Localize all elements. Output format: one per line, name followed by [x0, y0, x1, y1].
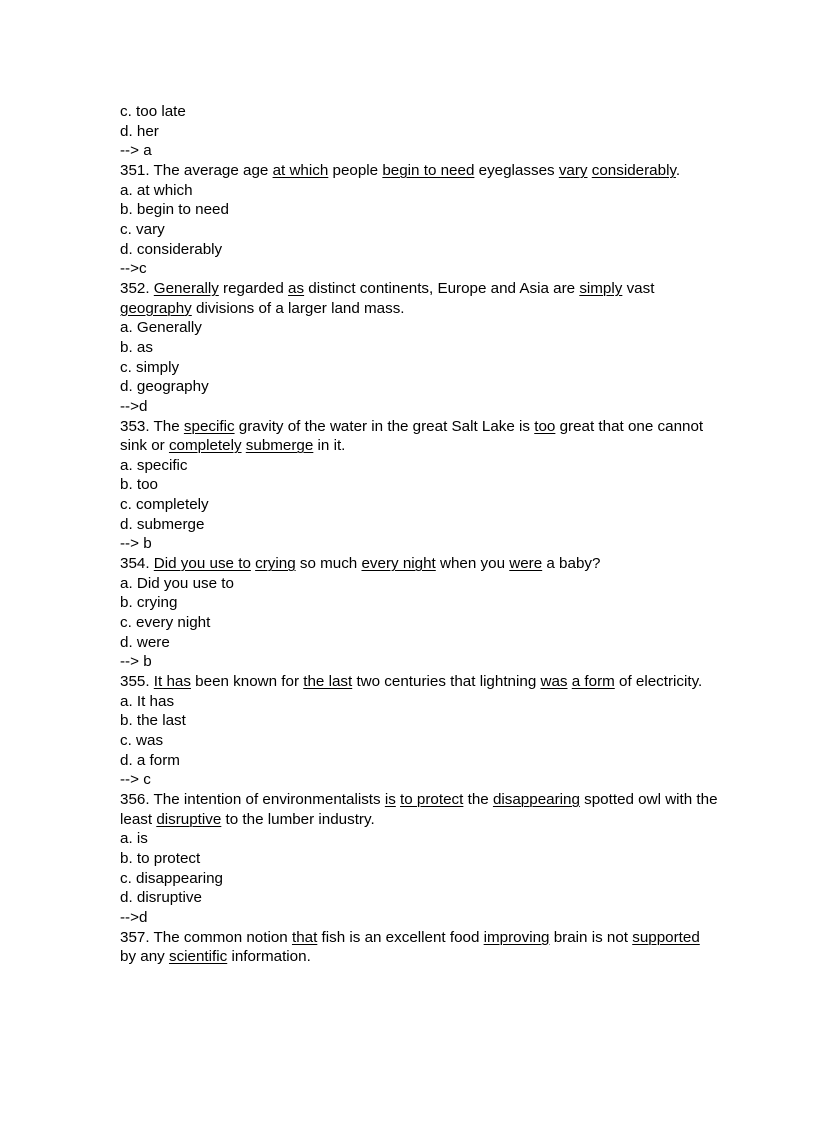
stem-text: been known for — [190, 673, 304, 691]
answer-line: --> b — [120, 653, 152, 671]
stem-text: people — [328, 161, 383, 179]
underlined-phrase: begin to need — [382, 161, 475, 179]
answer-line: --> a — [120, 142, 152, 160]
option-line: a. Generally — [120, 319, 202, 337]
answer-line: -->d — [120, 397, 148, 415]
option-line: a. specific — [120, 456, 188, 474]
underlined-phrase: vary — [558, 161, 588, 179]
answer-line: --> b — [120, 535, 152, 553]
underlined-phrase: considerably — [591, 161, 676, 179]
option-line: d. disruptive — [120, 889, 202, 907]
stem-text: of electricity. — [614, 673, 703, 691]
question-number: 352. — [120, 279, 150, 297]
underlined-phrase: as — [288, 279, 305, 297]
question-stem — [120, 554, 720, 574]
stem-text: great that one cannot sink or — [120, 417, 704, 455]
option-line: c. disappearing — [120, 869, 224, 887]
question-number: 356. — [120, 790, 150, 808]
option-line: a. at which — [120, 181, 193, 199]
option-line: d. a form — [120, 751, 180, 769]
stem-text: brain is not — [549, 928, 633, 946]
question-stem — [120, 417, 720, 456]
stem-text: distinct continents, Europe and Asia are — [304, 279, 580, 297]
question-block — [120, 161, 720, 279]
underlined-phrase: supported — [632, 928, 700, 946]
question-stem — [120, 279, 720, 318]
stem-text: The common notion — [153, 928, 292, 946]
underlined-phrase: is — [384, 790, 396, 808]
question-stem — [120, 928, 720, 967]
question-block — [120, 279, 720, 417]
question-number: 353. — [120, 417, 150, 435]
underlined-phrase: a form — [571, 673, 615, 691]
option-line: b. begin to need — [120, 201, 229, 219]
option-line: a. Did you use to — [120, 574, 234, 592]
underlined-phrase: specific — [183, 417, 235, 435]
option-line: d. submerge — [120, 515, 205, 533]
stem-text: gravity of the water in the great Salt Lake is — [234, 417, 535, 435]
stem-text: vast — [622, 279, 655, 297]
question-stem — [120, 672, 720, 692]
answer-line: -->c — [120, 260, 147, 278]
underlined-phrase: disappearing — [492, 790, 580, 808]
option-line: c. vary — [120, 220, 165, 238]
underlined-phrase: every night — [361, 555, 436, 573]
option-line: c. simply — [120, 358, 180, 376]
stem-text: information. — [227, 948, 311, 966]
document-page — [120, 102, 720, 967]
underlined-phrase: geography — [120, 299, 192, 317]
option-line: b. too — [120, 476, 158, 494]
question-number: 355. — [120, 673, 150, 691]
option-line: a. It has — [120, 692, 175, 710]
stem-text: eyeglasses — [474, 161, 559, 179]
underlined-phrase: too — [534, 417, 556, 435]
question-number: 357. — [120, 928, 150, 946]
question-stem — [120, 161, 720, 181]
underlined-phrase: crying — [255, 555, 296, 573]
underlined-phrase: Did you use to — [153, 555, 251, 573]
underlined-phrase: simply — [579, 279, 623, 297]
option-line: b. the last — [120, 712, 186, 730]
stem-text: regarded — [218, 279, 289, 297]
stem-text: The intention of environmentalists — [153, 790, 385, 808]
underlined-phrase: that — [291, 928, 318, 946]
stem-text: . — [675, 161, 681, 179]
option-line: b. as — [120, 338, 153, 356]
stem-text: fish is an excellent food — [317, 928, 484, 946]
question-number: 354. — [120, 555, 150, 573]
underlined-phrase: the last — [303, 673, 353, 691]
underlined-phrase: submerge — [245, 437, 314, 455]
underlined-phrase: were — [509, 555, 543, 573]
underlined-phrase: was — [540, 673, 568, 691]
stem-text: The average age — [153, 161, 273, 179]
underlined-phrase: to protect — [400, 790, 464, 808]
stem-text: a baby? — [542, 555, 601, 573]
stem-text: when you — [435, 555, 510, 573]
underlined-phrase: improving — [483, 928, 550, 946]
stem-text: in it. — [313, 437, 346, 455]
underlined-phrase: disruptive — [156, 810, 222, 828]
underlined-phrase: It has — [153, 673, 191, 691]
stem-text: so much — [295, 555, 362, 573]
underlined-phrase: at which — [272, 161, 329, 179]
stem-text: the — [463, 790, 493, 808]
question-number: 351. — [120, 161, 150, 179]
option-line: c. completely — [120, 496, 209, 514]
stem-text: by any — [120, 948, 169, 966]
question-block — [120, 790, 720, 928]
question-list — [120, 161, 720, 967]
question-block — [120, 554, 720, 672]
underlined-phrase: completely — [168, 437, 242, 455]
option-line: b. crying — [120, 594, 178, 612]
question-block — [120, 417, 720, 555]
answer-line: --> c — [120, 771, 151, 789]
option-line: a. is — [120, 830, 148, 848]
answer-line: -->d — [120, 908, 148, 926]
stem-text: spotted owl with the least — [120, 790, 718, 828]
option-line: c. every night — [120, 614, 211, 632]
stem-text: The — [153, 417, 184, 435]
question-block — [120, 672, 720, 790]
option-line: d. considerably — [120, 240, 223, 258]
prelude — [120, 102, 720, 161]
option-line: b. to protect — [120, 849, 201, 867]
stem-text: two centuries that lightning — [352, 673, 541, 691]
underlined-phrase: scientific — [168, 948, 228, 966]
option-line: d. were — [120, 633, 170, 651]
option-line: d. geography — [120, 378, 209, 396]
question-stem — [120, 790, 720, 829]
underlined-phrase: Generally — [153, 279, 219, 297]
option-line: c. too late — [120, 103, 186, 120]
option-line: c. was — [120, 732, 164, 749]
stem-text: to the lumber industry. — [221, 810, 375, 828]
option-line: d. her — [120, 122, 159, 140]
stem-text: divisions of a larger land mass. — [191, 299, 405, 317]
question-block — [120, 928, 720, 967]
